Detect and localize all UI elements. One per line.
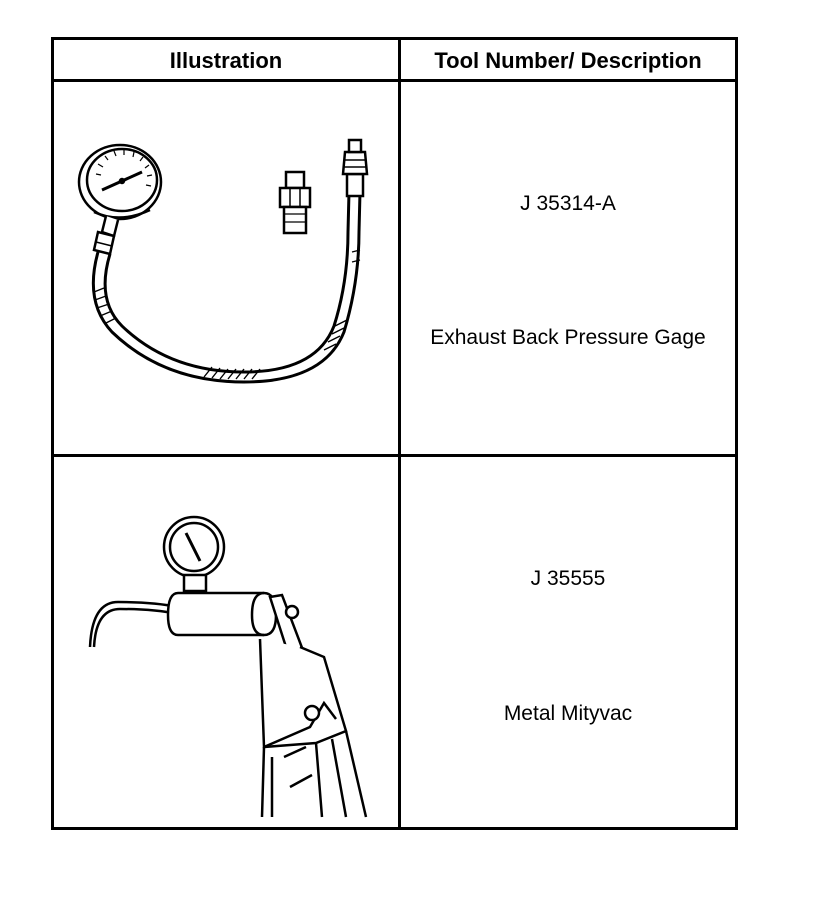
row-2-illustration: [54, 457, 398, 827]
tool-number: J 35314-A: [520, 192, 616, 215]
row-1-description-cell: [401, 82, 735, 454]
tool-table: [51, 37, 738, 830]
row-1-illustration: [54, 82, 398, 454]
row-2-description-cell: [401, 457, 735, 827]
header-illustration: Illustration: [169, 48, 283, 73]
exhaust-back-pressure-gage-icon: [54, 82, 398, 454]
metal-mityvac-icon: [54, 457, 398, 827]
tool-description: Exhaust Back Pressure Gage: [430, 326, 706, 349]
tool-description: Metal Mityvac: [503, 702, 633, 725]
header-tool-description: Tool Number/ Description: [434, 48, 702, 73]
tool-number: J 35555: [530, 567, 606, 590]
